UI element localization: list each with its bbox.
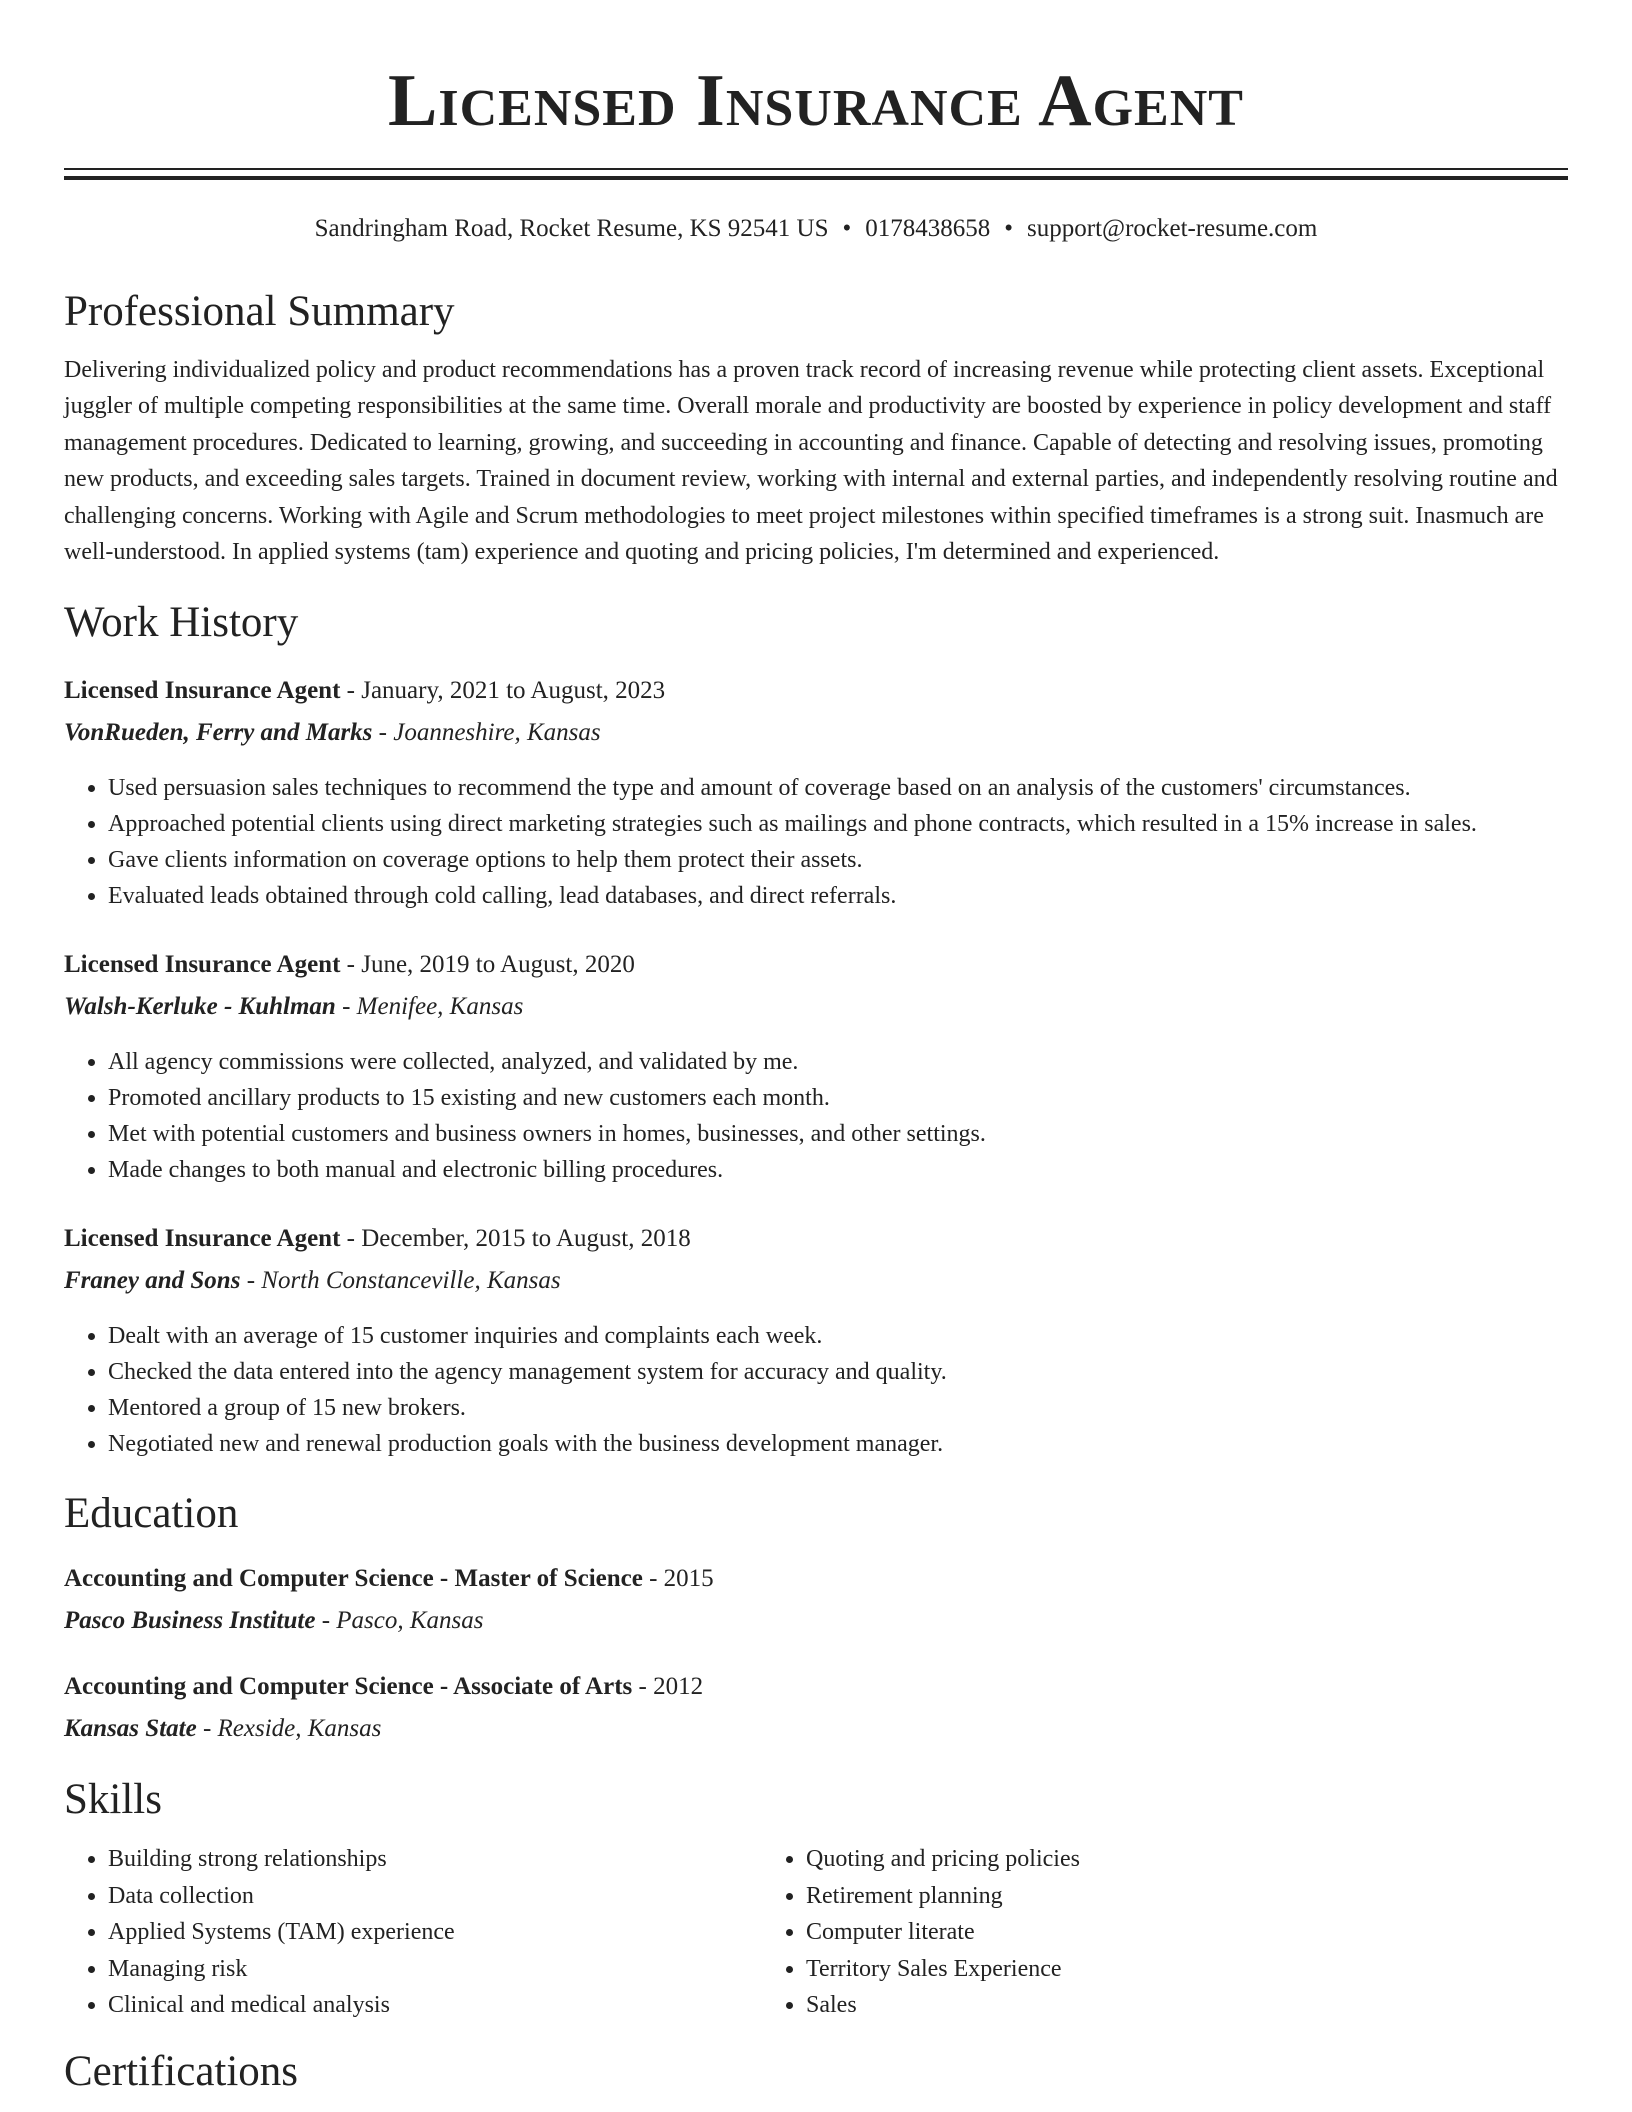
skill-item: • Sales: [806, 1987, 1080, 2024]
skill-item: • Managing risk: [108, 1951, 762, 1988]
divider-thick: [64, 176, 1568, 180]
skill-item: • Territory Sales Experience: [806, 1951, 1080, 1988]
job-bullet: • Mentored a group of 15 new brokers.: [108, 1390, 1568, 1426]
divider-thin: [64, 168, 1568, 170]
job-company: Franey and Sons: [64, 1267, 241, 1295]
job-entry: [64, 1224, 1568, 1462]
skills-grid: [64, 1841, 1568, 2024]
education-year: - 2012: [632, 1672, 704, 1700]
section-title-certifications: Certifications: [64, 2047, 299, 2095]
skills-column-right: [762, 1841, 1080, 2024]
job-bullet: • Gave clients information on coverage options to help them protect their assets.: [108, 842, 1568, 878]
job-bullet: • Approached potential clients using direct marketing strategies such as mailings and phone contracts, which resulted in a 15% increase in sales.: [108, 806, 1568, 842]
contact-address: Sandringham Road, Rocket Resume, KS 92541 US: [314, 215, 829, 242]
job-bullet: • Promoted ancillary products to 15 existing and new customers each month.: [108, 1080, 1568, 1116]
job-org-line: [64, 1266, 1568, 1296]
job-role: Licensed Insurance Agent: [64, 951, 341, 979]
section-title-summary: Professional Summary: [64, 288, 455, 335]
job-entry: [64, 950, 1568, 1188]
job-heading: [64, 1224, 1568, 1254]
education-year: - 2015: [642, 1564, 714, 1592]
job-location: - Menifee, Kansas: [335, 993, 524, 1021]
education-location: - Rexside, Kansas: [196, 1714, 382, 1742]
job-org-line: [64, 992, 1568, 1022]
skill-item: • Applied Systems (TAM) experience: [108, 1914, 762, 1951]
job-bullets: [64, 1318, 1568, 1462]
job-role: Licensed Insurance Agent: [64, 677, 341, 705]
skill-item: • Building strong relationships: [108, 1841, 762, 1878]
title-divider: [64, 168, 1568, 180]
contact-separator: •: [1004, 215, 1014, 242]
section-title-work-history: Work History: [64, 598, 299, 646]
job-bullet: • Evaluated leads obtained through cold calling, lead databases, and direct referrals.: [108, 878, 1568, 914]
skill-item: • Computer literate: [806, 1914, 1080, 1951]
skill-item: • Retirement planning: [806, 1878, 1080, 1915]
education-degree: Accounting and Computer Science - Master of Science: [64, 1564, 643, 1592]
education-location: - Pasco, Kansas: [315, 1606, 484, 1634]
job-role: Licensed Insurance Agent: [64, 1225, 341, 1253]
job-company: VonRueden, Ferry and Marks: [64, 719, 373, 747]
job-location: - North Constanceville, Kansas: [240, 1267, 561, 1295]
contact-line: [64, 214, 1568, 244]
education-entry: [64, 1564, 1568, 1636]
section-title-education: Education: [64, 1490, 239, 1538]
education-school: Pasco Business Institute: [64, 1606, 316, 1634]
contact-email: support@rocket-resume.com: [1027, 215, 1318, 242]
job-bullet: • All agency commissions were collected, analyzed, and validated by me.: [108, 1044, 1568, 1080]
resume-title: Licensed Insurance Agent: [388, 60, 1244, 142]
education-heading: [64, 1564, 1568, 1594]
job-bullet: • Checked the data entered into the agency management system for accuracy and quality.: [108, 1354, 1568, 1390]
skills-column-left: [64, 1841, 762, 2024]
education-school-line: [64, 1606, 1568, 1636]
education-school-line: [64, 1714, 1568, 1744]
job-bullet: • Dealt with an average of 15 customer inquiries and complaints each week.: [108, 1318, 1568, 1354]
education-heading: [64, 1672, 1568, 1702]
contact-separator: •: [842, 215, 852, 242]
skill-item: • Clinical and medical analysis: [108, 1987, 762, 2024]
job-entry: [64, 676, 1568, 914]
skill-item: • Quoting and pricing policies: [806, 1841, 1080, 1878]
job-company: Walsh-Kerluke - Kuhlman: [64, 993, 336, 1021]
job-dates: - January, 2021 to August, 2023: [340, 677, 666, 705]
education-school: Kansas State: [64, 1714, 197, 1742]
education-degree: Accounting and Computer Science - Associate of Arts: [64, 1672, 633, 1700]
job-heading: [64, 676, 1568, 706]
summary-paragraph: Delivering individualized policy and product recommendations has a proven track record of increasing revenue while protecting client assets. Exceptional juggler of multiple competing responsibilities at the same time. Overall morale and productivity are boosted by experience in policy development and staff management procedures. Dedicated to learning, growing, and succeeding in accounting and finance. Capable of detecting and resolving issues, promoting new products, and exceeding sales targets. Trained in document review, working with internal and external parties, and independently resolving routine and challenging concerns. Working with Agile and Scrum methodologies to meet project milestones within specified timeframes is a strong suit. Inasmuch are well-understood. In applied systems (tam) experience and quoting and pricing policies, I'm determined and experienced.: [64, 356, 1558, 566]
job-bullet: • Met with potential customers and business owners in homes, businesses, and other settings.: [108, 1116, 1568, 1152]
job-bullets: [64, 1044, 1568, 1188]
section-title-skills: Skills: [64, 1775, 162, 1823]
job-bullet: • Negotiated new and renewal production goals with the business development manager.: [108, 1426, 1568, 1462]
job-bullet: • Used persuasion sales techniques to recommend the type and amount of coverage based on an analysis of the customers' circumstances.: [108, 770, 1568, 806]
job-dates: - June, 2019 to August, 2020: [340, 951, 635, 979]
education-entry: [64, 1672, 1568, 1744]
job-org-line: [64, 718, 1568, 748]
job-bullets: [64, 770, 1568, 914]
job-heading: [64, 950, 1568, 980]
contact-phone: 0178438658: [865, 215, 991, 242]
job-location: - Joanneshire, Kansas: [372, 719, 601, 747]
skill-item: • Data collection: [108, 1878, 762, 1915]
job-bullet: • Made changes to both manual and electronic billing procedures.: [108, 1152, 1568, 1188]
job-dates: - December, 2015 to August, 2018: [340, 1225, 691, 1253]
